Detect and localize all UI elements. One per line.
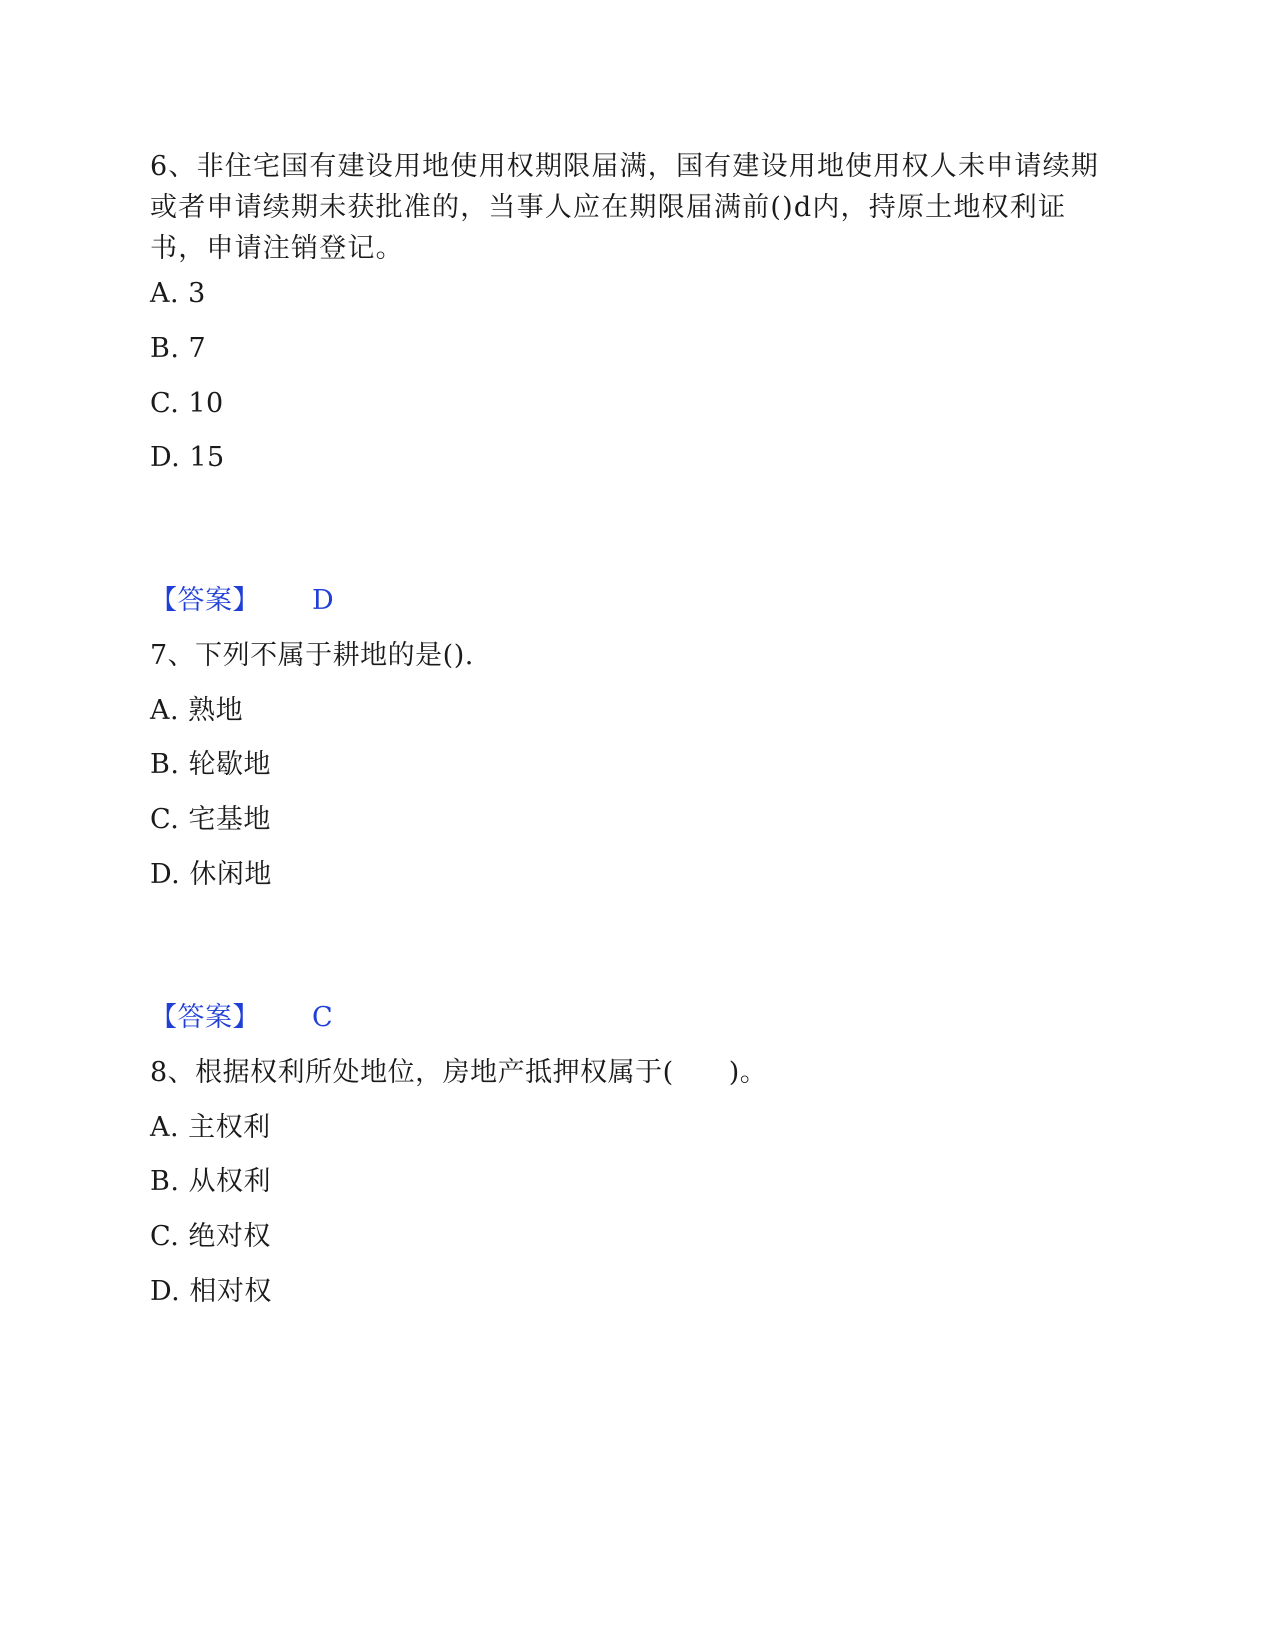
question-8-option-a: A. 主权利 (150, 1112, 271, 1143)
question-8-option-b: B. 从权利 (150, 1166, 272, 1197)
question-8-stem: 8、根据权利所处地位，房地产抵押权属于( )。 (150, 1057, 768, 1088)
question-6-option-c: C. 10 (150, 388, 224, 419)
answer-label: 【答案】 (150, 1002, 260, 1033)
question-7-option-d: D. 休闲地 (150, 859, 272, 890)
answer-label: 【答案】 (150, 585, 260, 616)
answer-value: C (312, 1002, 334, 1033)
question-7-option-a: A. 熟地 (150, 695, 244, 726)
question-7-option-c: C. 宅基地 (150, 804, 271, 835)
question-7-answer (150, 998, 333, 1038)
question-6-answer (150, 581, 334, 621)
question-8-option-c: C. 绝对权 (150, 1221, 271, 1252)
question-6-stem: 6、非住宅国有建设用地使用权期限届满，国有建设用地使用权人未申请续期或者申请续期未获批准的，当事人应在期限届满前()d内，持原土地权利证书，申请注销登记。 (150, 151, 1099, 264)
question-6-option-a: A. 3 (150, 278, 206, 309)
answer-value: D (312, 585, 335, 616)
question-8-option-d: D. 相对权 (150, 1276, 272, 1307)
question-7-stem: 7、下列不属于耕地的是(). (150, 640, 474, 671)
question-6-option-d: D. 15 (150, 442, 225, 473)
question-6-option-b: B. 7 (150, 333, 207, 364)
question-7-option-b: B. 轮歇地 (150, 749, 272, 780)
